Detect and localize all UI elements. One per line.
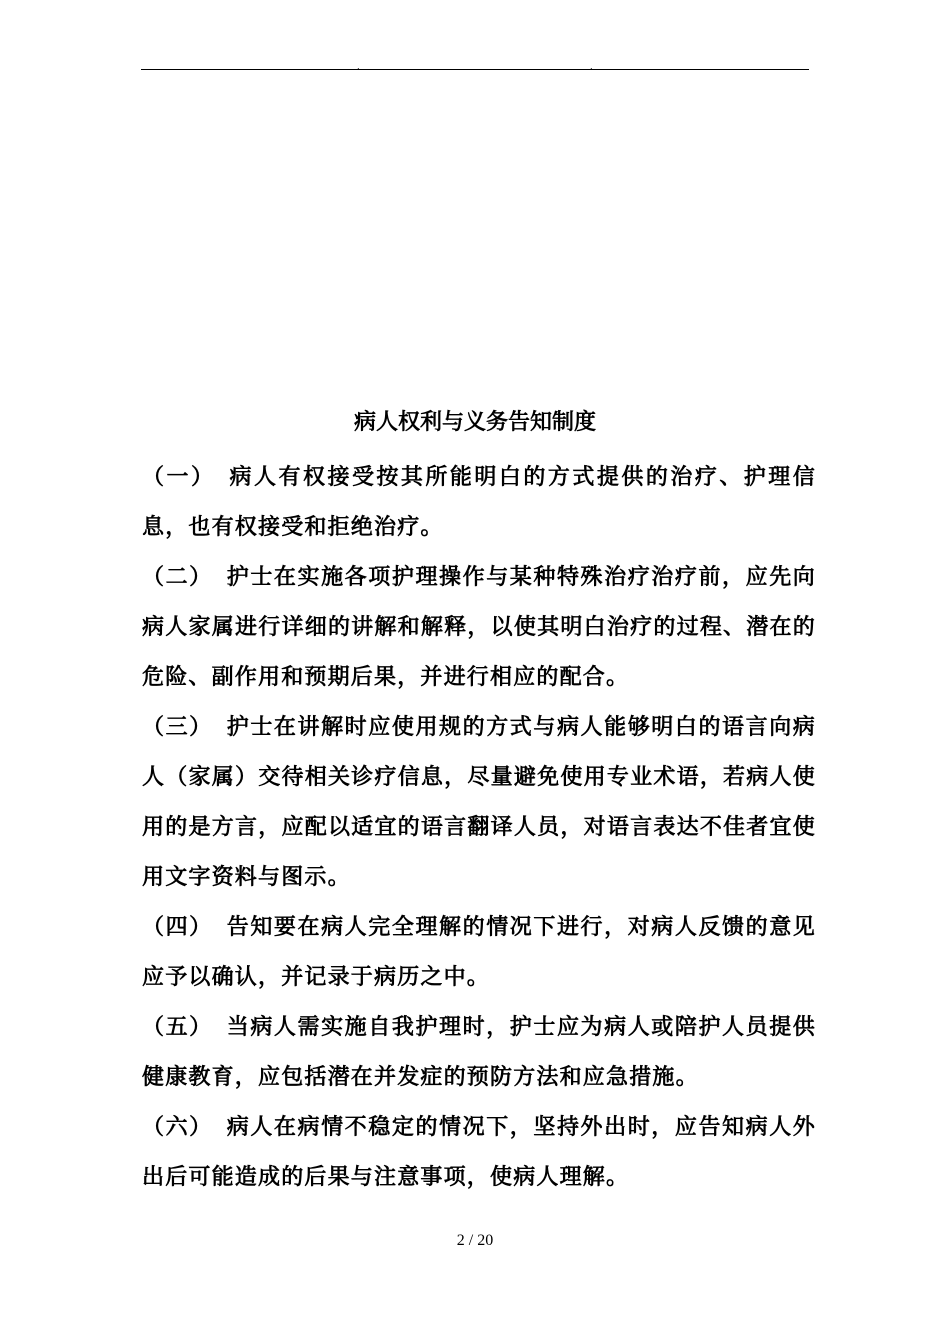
page-number: 2 / 20 xyxy=(456,1232,494,1249)
paragraph-text: 病人有权接受按其所能明白的方式提供的治疗、护理信息，也有权接受和拒绝治疗。 xyxy=(142,464,816,540)
paragraph-number: （五） xyxy=(142,1014,213,1040)
paragraph-number: （四） xyxy=(142,914,213,940)
header-rule xyxy=(141,69,809,70)
paragraph-3 xyxy=(142,702,816,902)
paragraph-number: （二） xyxy=(142,564,213,590)
paragraph-1 xyxy=(142,452,816,552)
paragraph-2 xyxy=(142,552,816,702)
paragraph-6 xyxy=(142,1102,816,1202)
paragraph-number: （三） xyxy=(142,714,213,740)
paragraph-text: 病人在病情不稳定的情况下，坚持外出时，应告知病人外出后可能造成的后果与注意事项，使病人理解。 xyxy=(142,1114,816,1190)
paragraph-text: 护士在讲解时应使用规的方式与病人能够明白的语言向病人（家属）交待相关诊疗信息，尽量避免使用专业术语，若病人使用的是方言，应配以适宜的语言翻译人员，对语言表达不佳者宜使用文字资料与图示。 xyxy=(142,714,816,890)
paragraph-text: 告知要在病人完全理解的情况下进行，对病人反馈的意见应予以确认，并记录于病历之中。 xyxy=(142,914,816,990)
paragraph-number: （一） xyxy=(142,464,216,490)
paragraph-text: 护士在实施各项护理操作与某种特殊治疗治疗前，应先向病人家属进行详细的讲解和解释，以使其明白治疗的过程、潜在的危险、副作用和预期后果，并进行相应的配合。 xyxy=(142,564,816,690)
paragraph-4 xyxy=(142,902,816,1002)
document-body xyxy=(142,452,816,1202)
paragraph-5 xyxy=(142,1002,816,1102)
paragraph-number: （六） xyxy=(142,1114,213,1140)
header-dot-right: . xyxy=(590,62,593,71)
paragraph-text: 当病人需实施自我护理时，护士应为病人或陪护人员提供健康教育，应包括潜在并发症的预防方法和应急措施。 xyxy=(142,1014,816,1090)
header-dot-left: . xyxy=(357,62,360,71)
document-title: 病人权利与义务告知制度 xyxy=(353,409,596,435)
